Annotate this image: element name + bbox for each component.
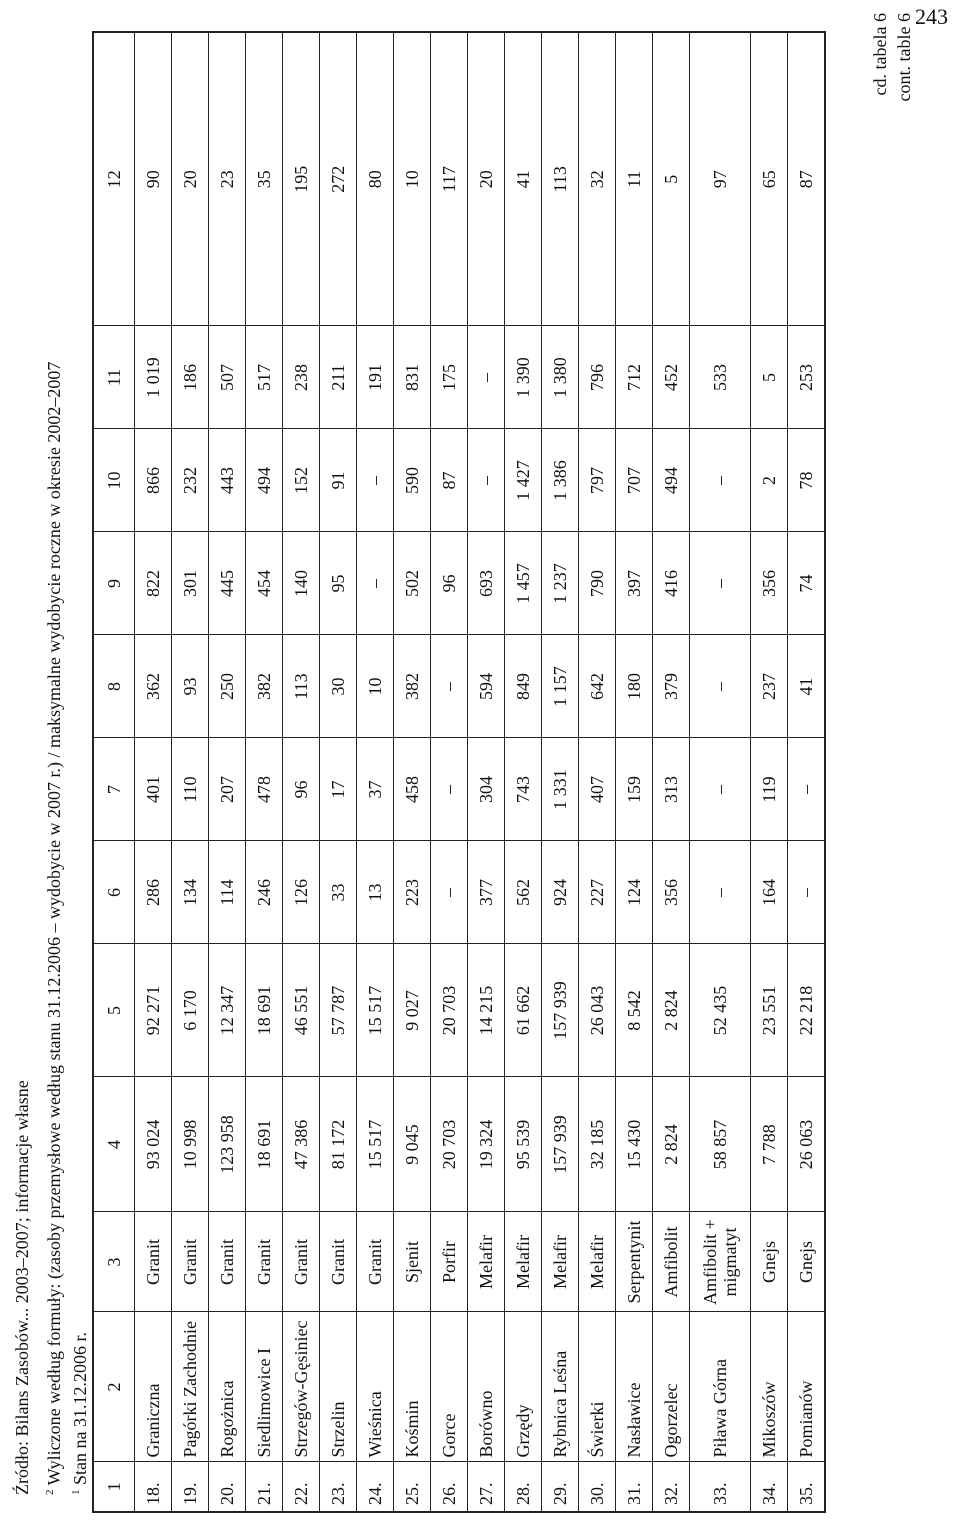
table-cell: – bbox=[431, 738, 468, 841]
table-cell: – bbox=[431, 635, 468, 738]
table-cell: Piława Górna bbox=[690, 1312, 751, 1462]
table-cell: 362 bbox=[135, 635, 172, 738]
table-row bbox=[751, 32, 788, 1512]
table-cell: 25. bbox=[394, 1462, 431, 1512]
table-cell: 590 bbox=[394, 429, 431, 532]
table-cell: Serpentynit bbox=[616, 1212, 653, 1312]
table-cell: 96 bbox=[431, 532, 468, 635]
table-cell: 126 bbox=[283, 841, 320, 944]
table-cell: Pagórki Zachodnie bbox=[172, 1312, 209, 1462]
table-cell: 175 bbox=[431, 326, 468, 429]
table-cell: Gnejs bbox=[751, 1212, 788, 1312]
table-cell: 8 542 bbox=[616, 944, 653, 1077]
table-cell: Granit bbox=[283, 1212, 320, 1312]
table-cell: 15 517 bbox=[357, 944, 394, 1077]
table-cell: 93 bbox=[172, 635, 209, 738]
table-cell: 533 bbox=[690, 326, 751, 429]
table-cell: 20 bbox=[172, 32, 209, 326]
table-cell: 478 bbox=[246, 738, 283, 841]
table-cell: 6 170 bbox=[172, 944, 209, 1077]
table-row bbox=[431, 32, 468, 1512]
table-cell: 790 bbox=[579, 532, 616, 635]
table-cell: Grzędy bbox=[505, 1312, 542, 1462]
table-cell: 23 551 bbox=[751, 944, 788, 1077]
table-cell: 443 bbox=[209, 429, 246, 532]
table-cell: 95 bbox=[320, 532, 357, 635]
footnote-2-mark: 2 bbox=[44, 1489, 56, 1495]
table-cell: 92 271 bbox=[135, 944, 172, 1077]
column-header: 6 bbox=[93, 841, 135, 944]
column-header: 8 bbox=[93, 635, 135, 738]
table-cell: 1 427 bbox=[505, 429, 542, 532]
table-cell: 87 bbox=[788, 32, 826, 326]
table-cell: 7 788 bbox=[751, 1077, 788, 1212]
table-cell: 21. bbox=[246, 1462, 283, 1512]
table-cell: 246 bbox=[246, 841, 283, 944]
column-header: 4 bbox=[93, 1077, 135, 1212]
table-cell: Granit bbox=[172, 1212, 209, 1312]
footnote-2 bbox=[38, 362, 66, 1495]
table-cell: 26. bbox=[431, 1462, 468, 1512]
table-row bbox=[357, 32, 394, 1512]
table-cell: Strzegów-Gęsiniec bbox=[283, 1312, 320, 1462]
table-cell: 32 185 bbox=[579, 1077, 616, 1212]
table-cell: 164 bbox=[751, 841, 788, 944]
table-cell: 74 bbox=[788, 532, 826, 635]
table-cell: 31. bbox=[616, 1462, 653, 1512]
table-cell: 123 958 bbox=[209, 1077, 246, 1212]
table-row bbox=[542, 32, 579, 1512]
table-cell: 866 bbox=[135, 429, 172, 532]
table-cell: 5 bbox=[751, 326, 788, 429]
table-cell: 134 bbox=[172, 841, 209, 944]
table-cell: Borówno bbox=[468, 1312, 505, 1462]
footnote-2-text: Wyliczone według formuły: (zasoby przemysłowe według stanu 31.12.2006 – wydobycie w 2007 r.) / maksymalne wydobycie roczne w okresie 2002–2007 bbox=[44, 361, 64, 1486]
table-cell: 356 bbox=[653, 841, 690, 944]
table-cell: 110 bbox=[172, 738, 209, 841]
table-cell: 1 331 bbox=[542, 738, 579, 841]
table-cell: 61 662 bbox=[505, 944, 542, 1077]
table-cell: 20 703 bbox=[431, 944, 468, 1077]
table-cell: 18 691 bbox=[246, 944, 283, 1077]
table-cell: 452 bbox=[653, 326, 690, 429]
table-cell: 14 215 bbox=[468, 944, 505, 1077]
table-cell: – bbox=[788, 841, 826, 944]
table-cell: 24. bbox=[357, 1462, 394, 1512]
table-cell: Strzelin bbox=[320, 1312, 357, 1462]
table-cell: 140 bbox=[283, 532, 320, 635]
column-header: 1 bbox=[93, 1462, 135, 1512]
table-cell: Graniczna bbox=[135, 1312, 172, 1462]
table-cell: 416 bbox=[653, 532, 690, 635]
table-cell: 227 bbox=[579, 841, 616, 944]
table-cell: Nasławice bbox=[616, 1312, 653, 1462]
table-cell: 78 bbox=[788, 429, 826, 532]
continuation-en: cont. table 6 bbox=[894, 13, 914, 102]
table-row bbox=[394, 32, 431, 1512]
table-row bbox=[468, 32, 505, 1512]
table-cell: 18. bbox=[135, 1462, 172, 1512]
table-cell: 159 bbox=[616, 738, 653, 841]
table-cell: 157 939 bbox=[542, 944, 579, 1077]
table-cell: 20 bbox=[468, 32, 505, 326]
table-cell: 397 bbox=[616, 532, 653, 635]
table-cell: 377 bbox=[468, 841, 505, 944]
table-cell: Pomianów bbox=[788, 1312, 826, 1462]
column-header: 3 bbox=[93, 1212, 135, 1312]
column-header: 9 bbox=[93, 532, 135, 635]
data-table bbox=[92, 31, 826, 1513]
table-cell: 10 bbox=[394, 32, 431, 326]
table-cell: 19. bbox=[172, 1462, 209, 1512]
table-cell: Świerki bbox=[579, 1312, 616, 1462]
continuation-label bbox=[868, 13, 916, 123]
table-cell: 10 998 bbox=[172, 1077, 209, 1212]
table-body bbox=[135, 32, 826, 1512]
table-cell: 15 517 bbox=[357, 1077, 394, 1212]
table-cell: 382 bbox=[394, 635, 431, 738]
continuation-pl: cd. tabela 6 bbox=[870, 13, 890, 96]
table-cell: 712 bbox=[616, 326, 653, 429]
column-header: 10 bbox=[93, 429, 135, 532]
table-cell: 223 bbox=[394, 841, 431, 944]
table-cell: Gnejs bbox=[788, 1212, 826, 1312]
table-cell: – bbox=[357, 429, 394, 532]
table-cell: 1 380 bbox=[542, 326, 579, 429]
table-cell: 180 bbox=[616, 635, 653, 738]
table-cell: 22 218 bbox=[788, 944, 826, 1077]
table-cell: 19 324 bbox=[468, 1077, 505, 1212]
table-cell: 1 157 bbox=[542, 635, 579, 738]
table-cell: Mikoszów bbox=[751, 1312, 788, 1462]
table-cell: 13 bbox=[357, 841, 394, 944]
table-cell: 1 390 bbox=[505, 326, 542, 429]
table-cell: 379 bbox=[653, 635, 690, 738]
table-cell: 796 bbox=[579, 326, 616, 429]
table-cell: – bbox=[468, 326, 505, 429]
table-cell: – bbox=[431, 841, 468, 944]
table-cell: 30 bbox=[320, 635, 357, 738]
table-row bbox=[616, 32, 653, 1512]
table-cell: 32 bbox=[579, 32, 616, 326]
table-header-row bbox=[93, 32, 135, 1512]
table-cell: 9 027 bbox=[394, 944, 431, 1077]
table-cell: 207 bbox=[209, 738, 246, 841]
table-cell: 35. bbox=[788, 1462, 826, 1512]
table-cell: 313 bbox=[653, 738, 690, 841]
table-cell: 27. bbox=[468, 1462, 505, 1512]
table-cell: 445 bbox=[209, 532, 246, 635]
column-header: 11 bbox=[93, 326, 135, 429]
table-cell: 23 bbox=[209, 32, 246, 326]
table-cell: 152 bbox=[283, 429, 320, 532]
table-cell: 822 bbox=[135, 532, 172, 635]
table-cell: 46 551 bbox=[283, 944, 320, 1077]
table-cell: 9 045 bbox=[394, 1077, 431, 1212]
table-cell: 458 bbox=[394, 738, 431, 841]
table-cell: 18 691 bbox=[246, 1077, 283, 1212]
table-cell: 454 bbox=[246, 532, 283, 635]
table-cell: Melafir bbox=[579, 1212, 616, 1312]
table-cell: 23. bbox=[320, 1462, 357, 1512]
table-cell: 93 024 bbox=[135, 1077, 172, 1212]
table-cell: Porfir bbox=[431, 1212, 468, 1312]
table-cell: 195 bbox=[283, 32, 320, 326]
table-cell: Granit bbox=[320, 1212, 357, 1312]
table-cell: 517 bbox=[246, 326, 283, 429]
table-cell: – bbox=[690, 738, 751, 841]
table-cell: 17 bbox=[320, 738, 357, 841]
table-cell: 20. bbox=[209, 1462, 246, 1512]
table-cell: Granit bbox=[357, 1212, 394, 1312]
table-cell: 924 bbox=[542, 841, 579, 944]
table-cell: 831 bbox=[394, 326, 431, 429]
table-cell: 286 bbox=[135, 841, 172, 944]
table-cell: 124 bbox=[616, 841, 653, 944]
table-cell: Rogożnica bbox=[209, 1312, 246, 1462]
table-cell: 250 bbox=[209, 635, 246, 738]
table-cell: 119 bbox=[751, 738, 788, 841]
table-cell: 253 bbox=[788, 326, 826, 429]
table-cell: 114 bbox=[209, 841, 246, 944]
table-cell: 30. bbox=[579, 1462, 616, 1512]
table-cell: 2 bbox=[751, 429, 788, 532]
table-cell: 2 824 bbox=[653, 944, 690, 1077]
table-cell: 382 bbox=[246, 635, 283, 738]
table-cell: – bbox=[690, 429, 751, 532]
table-cell: 494 bbox=[246, 429, 283, 532]
table-cell: 1 457 bbox=[505, 532, 542, 635]
table-cell: Melafir bbox=[505, 1212, 542, 1312]
table-cell: 12 347 bbox=[209, 944, 246, 1077]
table-cell: 401 bbox=[135, 738, 172, 841]
table-cell: 272 bbox=[320, 32, 357, 326]
table-cell: 191 bbox=[357, 326, 394, 429]
table-row bbox=[653, 32, 690, 1512]
table-cell: 41 bbox=[505, 32, 542, 326]
table-cell: – bbox=[690, 532, 751, 635]
table-cell: 237 bbox=[751, 635, 788, 738]
table-cell: 642 bbox=[579, 635, 616, 738]
table-cell: 502 bbox=[394, 532, 431, 635]
table-cell: 1 237 bbox=[542, 532, 579, 635]
table-row bbox=[579, 32, 616, 1512]
table-cell: 96 bbox=[283, 738, 320, 841]
table-cell: 41 bbox=[788, 635, 826, 738]
table-cell: 113 bbox=[542, 32, 579, 326]
table-row bbox=[209, 32, 246, 1512]
table-cell: 35 bbox=[246, 32, 283, 326]
table-cell: 2 824 bbox=[653, 1077, 690, 1212]
table-row bbox=[283, 32, 320, 1512]
table-cell: 707 bbox=[616, 429, 653, 532]
table-cell: Amfibolit + migmatyt bbox=[690, 1212, 751, 1312]
table-cell: 507 bbox=[209, 326, 246, 429]
table-cell: 797 bbox=[579, 429, 616, 532]
table-cell: Siedlimowice I bbox=[246, 1312, 283, 1462]
table-cell: 81 172 bbox=[320, 1077, 357, 1212]
table-cell: 743 bbox=[505, 738, 542, 841]
table-cell: 87 bbox=[431, 429, 468, 532]
table-cell: 849 bbox=[505, 635, 542, 738]
table-cell: Sjenit bbox=[394, 1212, 431, 1312]
table-row bbox=[788, 32, 826, 1512]
table-row bbox=[172, 32, 209, 1512]
table-cell: – bbox=[690, 841, 751, 944]
table-cell: 1 019 bbox=[135, 326, 172, 429]
table-cell: 97 bbox=[690, 32, 751, 326]
table-cell: 356 bbox=[751, 532, 788, 635]
table-cell: Kośmin bbox=[394, 1312, 431, 1462]
table-cell: 91 bbox=[320, 429, 357, 532]
footnotes bbox=[0, 31, 90, 1513]
table-cell: 29. bbox=[542, 1462, 579, 1512]
table-cell: 32. bbox=[653, 1462, 690, 1512]
table-cell: 95 539 bbox=[505, 1077, 542, 1212]
table-cell: 407 bbox=[579, 738, 616, 841]
table-cell: 113 bbox=[283, 635, 320, 738]
table-cell: 90 bbox=[135, 32, 172, 326]
footnote-1-text: Stan na 31.12.2006 r. bbox=[70, 1332, 90, 1485]
table-cell: Wieśnica bbox=[357, 1312, 394, 1462]
table-row bbox=[505, 32, 542, 1512]
table-row bbox=[246, 32, 283, 1512]
table-cell: 301 bbox=[172, 532, 209, 635]
table-cell: 186 bbox=[172, 326, 209, 429]
data-table-wrap bbox=[92, 31, 826, 1513]
table-cell: – bbox=[357, 532, 394, 635]
column-header: 5 bbox=[93, 944, 135, 1077]
table-cell: 26 043 bbox=[579, 944, 616, 1077]
table-cell: 57 787 bbox=[320, 944, 357, 1077]
table-cell: Rybnica Leśna bbox=[542, 1312, 579, 1462]
column-header: 7 bbox=[93, 738, 135, 841]
table-cell: 562 bbox=[505, 841, 542, 944]
table-cell: 33. bbox=[690, 1462, 751, 1512]
table-cell: 34. bbox=[751, 1462, 788, 1512]
table-cell: – bbox=[690, 635, 751, 738]
table-cell: 80 bbox=[357, 32, 394, 326]
table-cell: 33 bbox=[320, 841, 357, 944]
table-cell: 11 bbox=[616, 32, 653, 326]
table-row bbox=[320, 32, 357, 1512]
table-cell: Amfibolit bbox=[653, 1212, 690, 1312]
table-cell: 5 bbox=[653, 32, 690, 326]
table-cell: 117 bbox=[431, 32, 468, 326]
table-cell: 594 bbox=[468, 635, 505, 738]
table-cell: 65 bbox=[751, 32, 788, 326]
table-cell: 211 bbox=[320, 326, 357, 429]
table-cell: 10 bbox=[357, 635, 394, 738]
table-cell: 157 939 bbox=[542, 1077, 579, 1212]
table-cell: 37 bbox=[357, 738, 394, 841]
table-cell: 1 386 bbox=[542, 429, 579, 532]
table-cell: – bbox=[468, 429, 505, 532]
table-cell: Gorce bbox=[431, 1312, 468, 1462]
table-cell: Granit bbox=[209, 1212, 246, 1312]
table-cell: – bbox=[788, 738, 826, 841]
table-row bbox=[135, 32, 172, 1512]
table-row bbox=[690, 32, 751, 1512]
table-cell: 26 063 bbox=[788, 1077, 826, 1212]
table-cell: 494 bbox=[653, 429, 690, 532]
table-cell: 15 430 bbox=[616, 1077, 653, 1212]
table-cell: Granit bbox=[246, 1212, 283, 1312]
table-cell: 47 386 bbox=[283, 1077, 320, 1212]
footnote-1-mark: 1 bbox=[70, 1489, 82, 1495]
column-header: 12 bbox=[93, 32, 135, 326]
table-cell: Melafir bbox=[542, 1212, 579, 1312]
table-cell: Ogorzelec bbox=[653, 1312, 690, 1462]
table-cell: 304 bbox=[468, 738, 505, 841]
table-cell: 232 bbox=[172, 429, 209, 532]
table-cell: 28. bbox=[505, 1462, 542, 1512]
footnote-1 bbox=[64, 1332, 92, 1495]
column-header: 2 bbox=[93, 1312, 135, 1462]
table-cell: Melafir bbox=[468, 1212, 505, 1312]
table-cell: 58 857 bbox=[690, 1077, 751, 1212]
page-number: 243 bbox=[915, 4, 948, 29]
table-cell: Granit bbox=[135, 1212, 172, 1312]
table-cell: 22. bbox=[283, 1462, 320, 1512]
table-cell: 238 bbox=[283, 326, 320, 429]
source-note: Źródło: Bilans Zasobów... 2003–2007; informacje własne bbox=[12, 1080, 32, 1495]
table-cell: 693 bbox=[468, 532, 505, 635]
table-cell: 52 435 bbox=[690, 944, 751, 1077]
table-cell: 20 703 bbox=[431, 1077, 468, 1212]
